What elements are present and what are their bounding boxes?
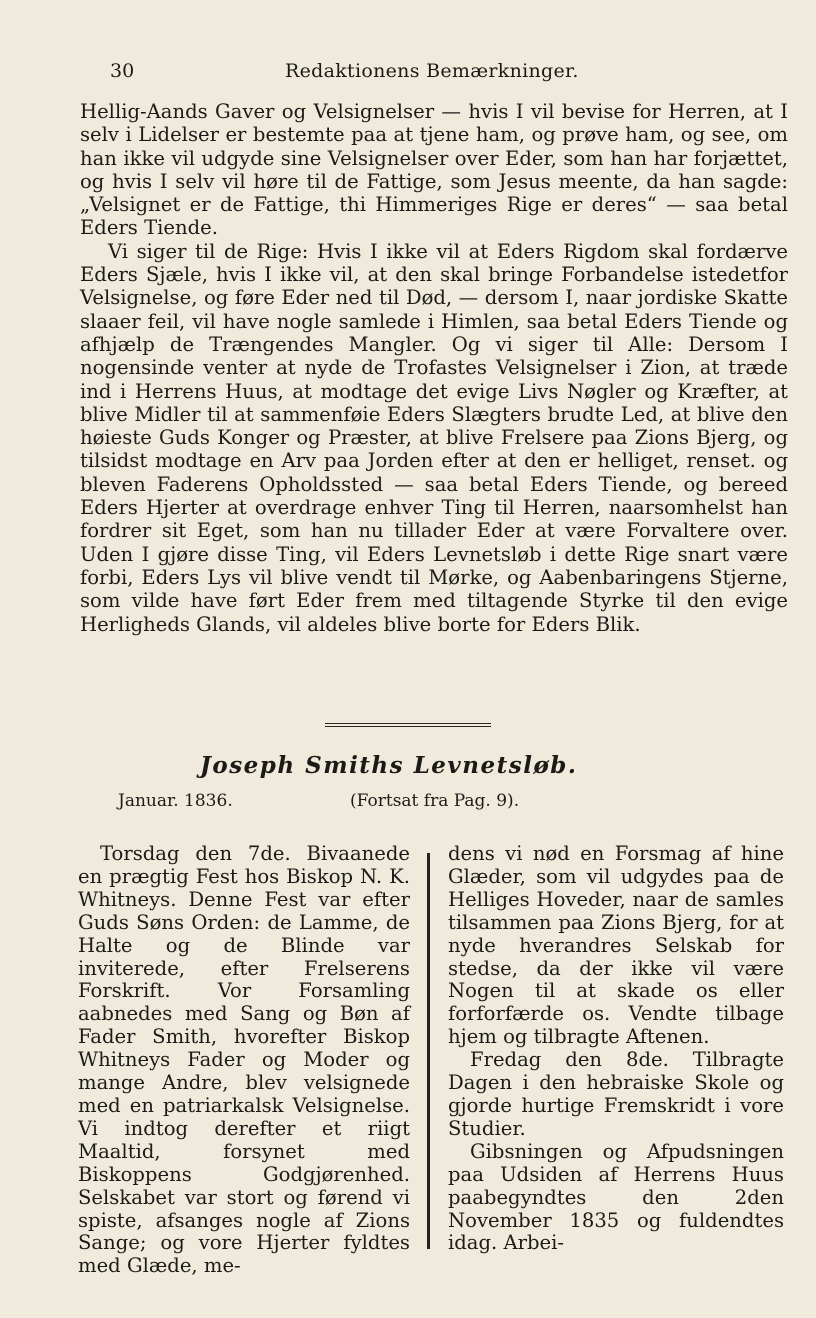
- journal-left-column: [78, 843, 410, 1278]
- journal-paragraph: Torsdag den 7de. Bivaanede en prægtig Fest hos Biskop N. K. Whitneys. Denne Fest var efter Guds Søns Orden: de Lamme, de Halte og de Blinde var inviterede, efter Frelserens Forskrift. Vor Forsamling aabnedes med Sang og Bøn af Fader Smith, hvorefter Biskop Whitneys Fader og Moder og mange Andre, blev velsignede med en patriarkalsk Velsignelse. Vi indtog derefter et riigt Maaltid, forsynet med Biskoppens Godgjørenhed. Selskabet var stort og førend vi spiste, afsanges nogle af Zions Sange; og vore Hjerter fyldtes med Glæde, me-: [78, 842, 410, 1278]
- continued-note: (Fortsat fra Pag. 9).: [350, 791, 520, 811]
- page-number: 30: [110, 60, 135, 82]
- running-title: Redaktionens Bemærkninger.: [285, 60, 579, 82]
- running-head: [110, 60, 610, 88]
- section-date: Januar. 1836.: [118, 791, 233, 811]
- section-divider-rule: [325, 723, 491, 727]
- journal-paragraph: Fredag den 8de. Tilbragte Dagen i den hebraiske Skole og gjorde hurtige Fremskridt i vore Studier.: [448, 1048, 784, 1140]
- editorial-paragraph: Vi siger til de Rige: Hvis I ikke vil at Eders Rigdom skal fordærve Eders Sjæle, hvis I ikke vil, at den skal bringe Forbandelse istedetfor Velsignelse, og føre Eder ned til Død, — dersom I, naar jordiske Skatte slaaer feil, vil have nogle samlede i Himlen, saa betal Eders Tiende og afhjælp de Trængendes Mangler. Og vi siger til Alle: Dersom I nogensinde venter at nyde de Trofastes Velsignelser i Zion, at træde ind i Herrens Huus, at modtage det evige Livs Nøgler og Kræfter, at blive Midler til at sammenføie Eders Slægters brudte Led, at blive den høieste Guds Konger og Præster, at blive Frelsere paa Zions Bjerg, og tilsidst modtage en Arv paa Jorden efter at den er helliget, renset. og bleven Faderens Opholdssted — saa betal Eders Tiende, og bereed Eders Hjerter at overdrage enhver Ting til Herren, naarsomhelst han fordrer sit Eget, som han nu tillader Eder at være Forvaltere over. Uden I gjøre disse Ting, vil Eders Levnetsløb i dette Rige snart være forbi, Eders Lys vil blive vendt til Mørke, og Aabenbaringens Stjerne, som vilde have ført Eder frem med tiltagende Styrke til den evige Herligheds Glands, vil aldeles blive borte for Eders Blik.: [80, 239, 788, 636]
- editorial-text: [80, 100, 788, 636]
- journal-paragraph: dens vi nød en Forsmag af hine Glæder, som vil udgydes paa de Helliges Hoveder, naar de samles tilsammen paa Zions Bjerg, for at nyde hverandres Selskab for stedse, da der ikke vil være Nogen til at skade os eller forforfærde os. Vendte tilbage hjem og tilbragte Aftenen.: [448, 842, 784, 1049]
- journal-paragraph: Gibsningen og Afpudsningen paa Udsiden af Herrens Huus paabegyndtes den 2den November 1835 og fuldendtes idag. Arbei-: [448, 1139, 784, 1255]
- column-divider: [427, 853, 430, 1249]
- section-title: Joseph Smiths Levnetsløb.: [200, 752, 578, 779]
- journal-right-column: [448, 843, 784, 1255]
- editorial-paragraph: Hellig-Aands Gaver og Velsignelser — hvis I vil bevise for Herren, at I selv i Lidelser er bestemte paa at tjene ham, og prøve ham, og see, om han ikke vil udgyde sine Velsignelser over Eder, som han har forjættet, og hvis I selv vil høre til de Fattige, som Jesus meente, da han sagde: „Velsignet er de Fattige, thi Himmeriges Rige er deres“ — saa betal Eders Tiende.: [80, 100, 788, 240]
